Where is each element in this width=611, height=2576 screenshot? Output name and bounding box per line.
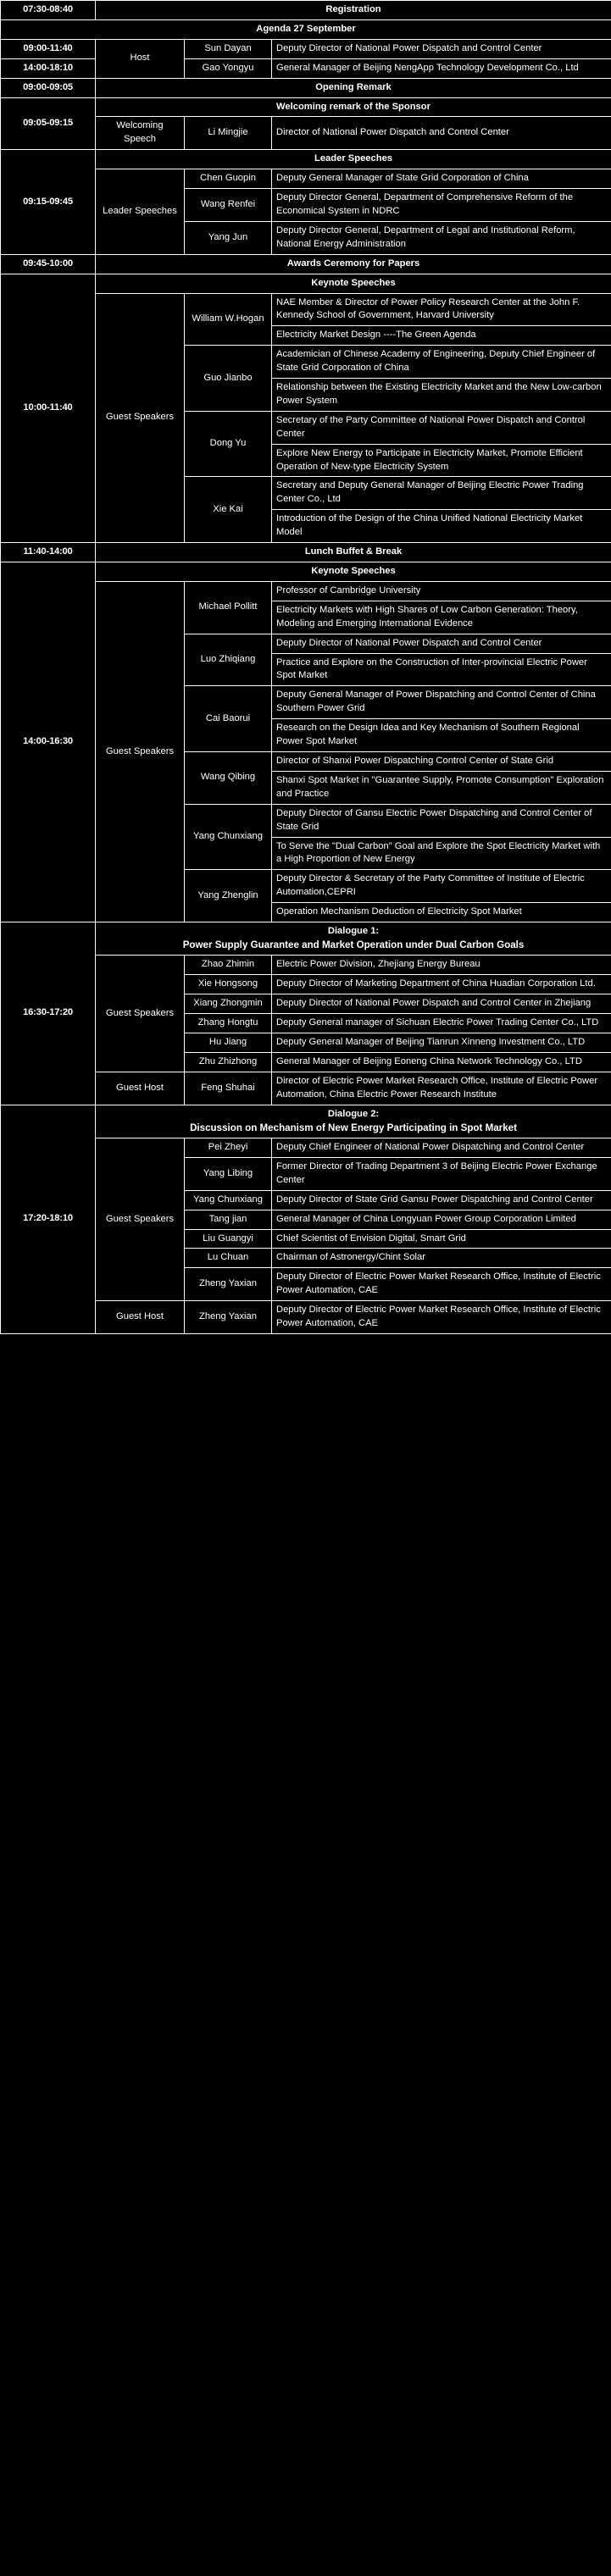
desc-cell: Director of Electric Power Market Research Office, Institute of Electric Power Automation, China Electric Power Research Institute: [272, 1072, 611, 1105]
desc-cell-topic: Relationship between the Existing Electricity Market and the New Low-carbon Power System: [272, 379, 611, 412]
time-cell: 09:05-09:15: [1, 97, 96, 150]
desc-cell-topic: Practice and Explore on the Construction of Inter-provincial Electric Power Spot Market: [272, 653, 611, 686]
desc-cell: Deputy Director of National Power Dispatch and Control Center in Zhejiang: [272, 994, 611, 1014]
name-cell: Zhao Zhimin: [185, 956, 272, 975]
banner-opening-remark: Opening Remark: [96, 78, 611, 97]
desc-cell: Academician of Chinese Academy of Engineering, Deputy Chief Engineer of State Grid Corporation of China: [272, 346, 611, 379]
role-cell-guest-host: Guest Host: [96, 1301, 185, 1334]
desc-cell-topic: Research on the Design Idea and Key Mechanism of Southern Regional Power Spot Market: [272, 719, 611, 752]
table-row: [1, 1105, 611, 1138]
role-cell-guest-speakers: Guest Speakers: [96, 293, 185, 543]
table-row: [1, 150, 611, 169]
desc-cell: General Manager of Beijing NengApp Technology Development Co., Ltd: [272, 58, 611, 78]
desc-cell: Deputy General Manager of Power Dispatching and Control Center of China Southern Power Grid: [272, 686, 611, 719]
time-cell: 11:40-14:00: [1, 543, 96, 562]
dialogue-2-title: Dialogue 2:: [327, 1108, 380, 1119]
name-cell: Wang Renfei: [185, 189, 272, 222]
name-cell: Gao Yongyu: [185, 58, 272, 78]
name-cell: Hu Jiang: [185, 1033, 272, 1053]
name-cell: Yang Zhenglin: [185, 870, 272, 922]
agenda-table-body: [1, 1, 611, 1334]
desc-cell: Deputy Director of Electric Power Market Research Office, Institute of Electric Power Automation, CAE: [272, 1268, 611, 1301]
role-cell-guest-speakers: Guest Speakers: [96, 1138, 185, 1301]
name-cell: Xie Kai: [185, 477, 272, 543]
name-cell: Zheng Yaxian: [185, 1301, 272, 1334]
name-cell: Sun Dayan: [185, 39, 272, 58]
desc-cell: Chairman of Astronergy/Chint Solar: [272, 1249, 611, 1268]
section-header-keynote-speeches-morning: Keynote Speeches: [96, 274, 611, 293]
banner-lunch-break: Lunch Buffet & Break: [96, 543, 611, 562]
dialogue-1-subtitle: Power Supply Guarantee and Market Operation under Dual Carbon Goals: [182, 939, 525, 950]
table-row: [1, 78, 611, 97]
desc-cell-topic: To Serve the "Dual Carbon" Goal and Explore the Spot Electricity Market with a High Proportion of New Energy: [272, 837, 611, 870]
name-cell: Zhu Zhizhong: [185, 1052, 272, 1072]
name-cell: William W.Hogan: [185, 293, 272, 346]
table-row: [1, 254, 611, 274]
time-cell: 09:00-11:40: [1, 39, 96, 58]
desc-cell: Former Director of Trading Department 3 of Beijing Electric Power Exchange Center: [272, 1157, 611, 1190]
desc-cell-topic: Explore New Energy to Participate in Electricity Market, Promote Efficient Operation of New-type Electricity System: [272, 444, 611, 477]
desc-cell: Director of National Power Dispatch and Control Center: [272, 117, 611, 150]
role-cell-guest-host: Guest Host: [96, 1072, 185, 1105]
name-cell: Zhang Hongtu: [185, 1014, 272, 1033]
name-cell: Wang Qibing: [185, 751, 272, 804]
dialogue-1-title: Dialogue 1:: [327, 926, 380, 937]
name-cell: Zheng Yaxian: [185, 1268, 272, 1301]
desc-cell: Deputy Director General, Department of Legal and Institutional Reform, National Energy Administration: [272, 221, 611, 254]
name-cell: Cai Baorui: [185, 686, 272, 752]
name-cell: Xie Hongsong: [185, 975, 272, 994]
table-row: [1, 19, 611, 39]
desc-cell: Deputy Director & Secretary of the Party Committee of Institute of Electric Automation,CEPRI: [272, 870, 611, 903]
desc-cell: Deputy General manager of Sichuan Electric Power Trading Center Co., LTD: [272, 1014, 611, 1033]
role-cell-leader-speeches: Leader Speeches: [96, 169, 185, 255]
name-cell: Yang Libing: [185, 1157, 272, 1190]
name-cell: Tang jian: [185, 1210, 272, 1229]
desc-cell: Deputy Director of Gansu Electric Power Dispatching and Control Center of State Grid: [272, 804, 611, 837]
name-cell: Li Mingjie: [185, 117, 272, 150]
role-cell-guest-speakers: Guest Speakers: [96, 956, 185, 1072]
desc-cell: Deputy General Manager of Beijing Tianrun Xinneng Investment Co., LTD: [272, 1033, 611, 1053]
time-cell: 16:30-17:20: [1, 922, 96, 1105]
name-cell: Luo Zhiqiang: [185, 634, 272, 686]
desc-cell: Deputy Director of Electric Power Market Research Office, Institute of Electric Power Automation, CAE: [272, 1301, 611, 1334]
time-cell: 14:00-16:30: [1, 562, 96, 922]
banner-agenda-date: Agenda 27 September: [1, 19, 611, 39]
desc-cell: Deputy Director of Marketing Department of China Huadian Corporation Ltd.: [272, 975, 611, 994]
banner-awards-ceremony: Awards Ceremony for Papers: [96, 254, 611, 274]
desc-cell: NAE Member & Director of Power Policy Research Center at the John F. Kennedy School of Government, Harvard University: [272, 293, 611, 326]
desc-cell: Deputy General Manager of State Grid Corporation of China: [272, 169, 611, 189]
time-cell: 10:00-11:40: [1, 274, 96, 543]
time-cell: 07:30-08:40: [1, 1, 96, 20]
role-cell-welcoming-speech: Welcoming Speech: [96, 117, 185, 150]
name-cell: Xiang Zhongmin: [185, 994, 272, 1014]
time-cell: 14:00-18:10: [1, 58, 96, 78]
table-row: [1, 922, 611, 956]
section-header-dialogue-1: [96, 922, 611, 956]
name-cell: Pei Zheyi: [185, 1138, 272, 1158]
desc-cell: General Manager of Beijing Eoneng China Network Technology Co., LTD: [272, 1052, 611, 1072]
desc-cell: Director of Shanxi Power Dispatching Control Center of State Grid: [272, 751, 611, 771]
section-header-keynote-speeches-afternoon: Keynote Speeches: [96, 562, 611, 582]
desc-cell-topic: Electricity Markets with High Shares of Low Carbon Generation: Theory, Modeling and Emerging International Evidence: [272, 601, 611, 634]
desc-cell: General Manager of China Longyuan Power Group Corporation Limited: [272, 1210, 611, 1229]
section-header-welcoming-remark: Welcoming remark of the Sponsor: [96, 97, 611, 117]
desc-cell: Deputy Chief Engineer of National Power Dispatching and Control Center: [272, 1138, 611, 1158]
name-cell: Feng Shuhai: [185, 1072, 272, 1105]
table-row: [1, 58, 611, 78]
desc-cell: Secretary and Deputy General Manager of Beijing Electric Power Trading Center Co., Ltd: [272, 477, 611, 510]
table-row: [1, 97, 611, 117]
name-cell: Yang Chunxiang: [185, 804, 272, 870]
name-cell: Guo Jianbo: [185, 346, 272, 412]
name-cell: Lu Chuan: [185, 1249, 272, 1268]
time-cell: 17:20-18:10: [1, 1105, 96, 1333]
table-row: [1, 562, 611, 582]
desc-cell-topic: Introduction of the Design of the China Unified National Electricity Market Model: [272, 510, 611, 543]
section-header-leader-speeches: Leader Speeches: [96, 150, 611, 169]
desc-cell: Electric Power Division, Zhejiang Energy Bureau: [272, 956, 611, 975]
section-header-dialogue-2: [96, 1105, 611, 1138]
time-cell: 09:00-09:05: [1, 78, 96, 97]
table-row: [1, 543, 611, 562]
name-cell: Liu Guangyi: [185, 1229, 272, 1249]
name-cell: Michael Pollitt: [185, 581, 272, 634]
name-cell: Chen Guopin: [185, 169, 272, 189]
desc-cell: Deputy Director of National Power Dispatch and Control Center: [272, 39, 611, 58]
name-cell: Dong Yu: [185, 411, 272, 477]
role-cell-host: Host: [96, 39, 185, 78]
desc-cell: Chief Scientist of Envision Digital, Smart Grid: [272, 1229, 611, 1249]
time-cell: 09:15-09:45: [1, 150, 96, 254]
name-cell: Yang Jun: [185, 221, 272, 254]
table-row: [1, 274, 611, 293]
desc-cell: Secretary of the Party Committee of National Power Dispatch and Control Center: [272, 411, 611, 444]
table-row: [1, 1, 611, 20]
desc-cell-topic: Electricity Market Design ----The Green Agenda: [272, 326, 611, 346]
dialogue-2-subtitle: Discussion on Mechanism of New Energy Participating in Spot Market: [190, 1122, 517, 1133]
desc-cell: Deputy Director of State Grid Gansu Power Dispatching and Control Center: [272, 1190, 611, 1210]
role-cell-guest-speakers: Guest Speakers: [96, 581, 185, 922]
time-cell: 09:45-10:00: [1, 254, 96, 274]
desc-cell: Professor of Cambridge University: [272, 581, 611, 601]
table-row: [1, 39, 611, 58]
desc-cell-topic: Operation Mechanism Deduction of Electricity Spot Market: [272, 903, 611, 922]
desc-cell: Deputy Director General, Department of Comprehensive Reform of the Economical System in NDRC: [272, 189, 611, 222]
desc-cell-topic: Shanxi Spot Market in "Guarantee Supply, Promote Consumption" Exploration and Practice: [272, 771, 611, 804]
desc-cell: Deputy Director of National Power Dispatch and Control Center: [272, 634, 611, 653]
banner-registration: Registration: [96, 1, 611, 20]
name-cell: Yang Chunxiang: [185, 1190, 272, 1210]
